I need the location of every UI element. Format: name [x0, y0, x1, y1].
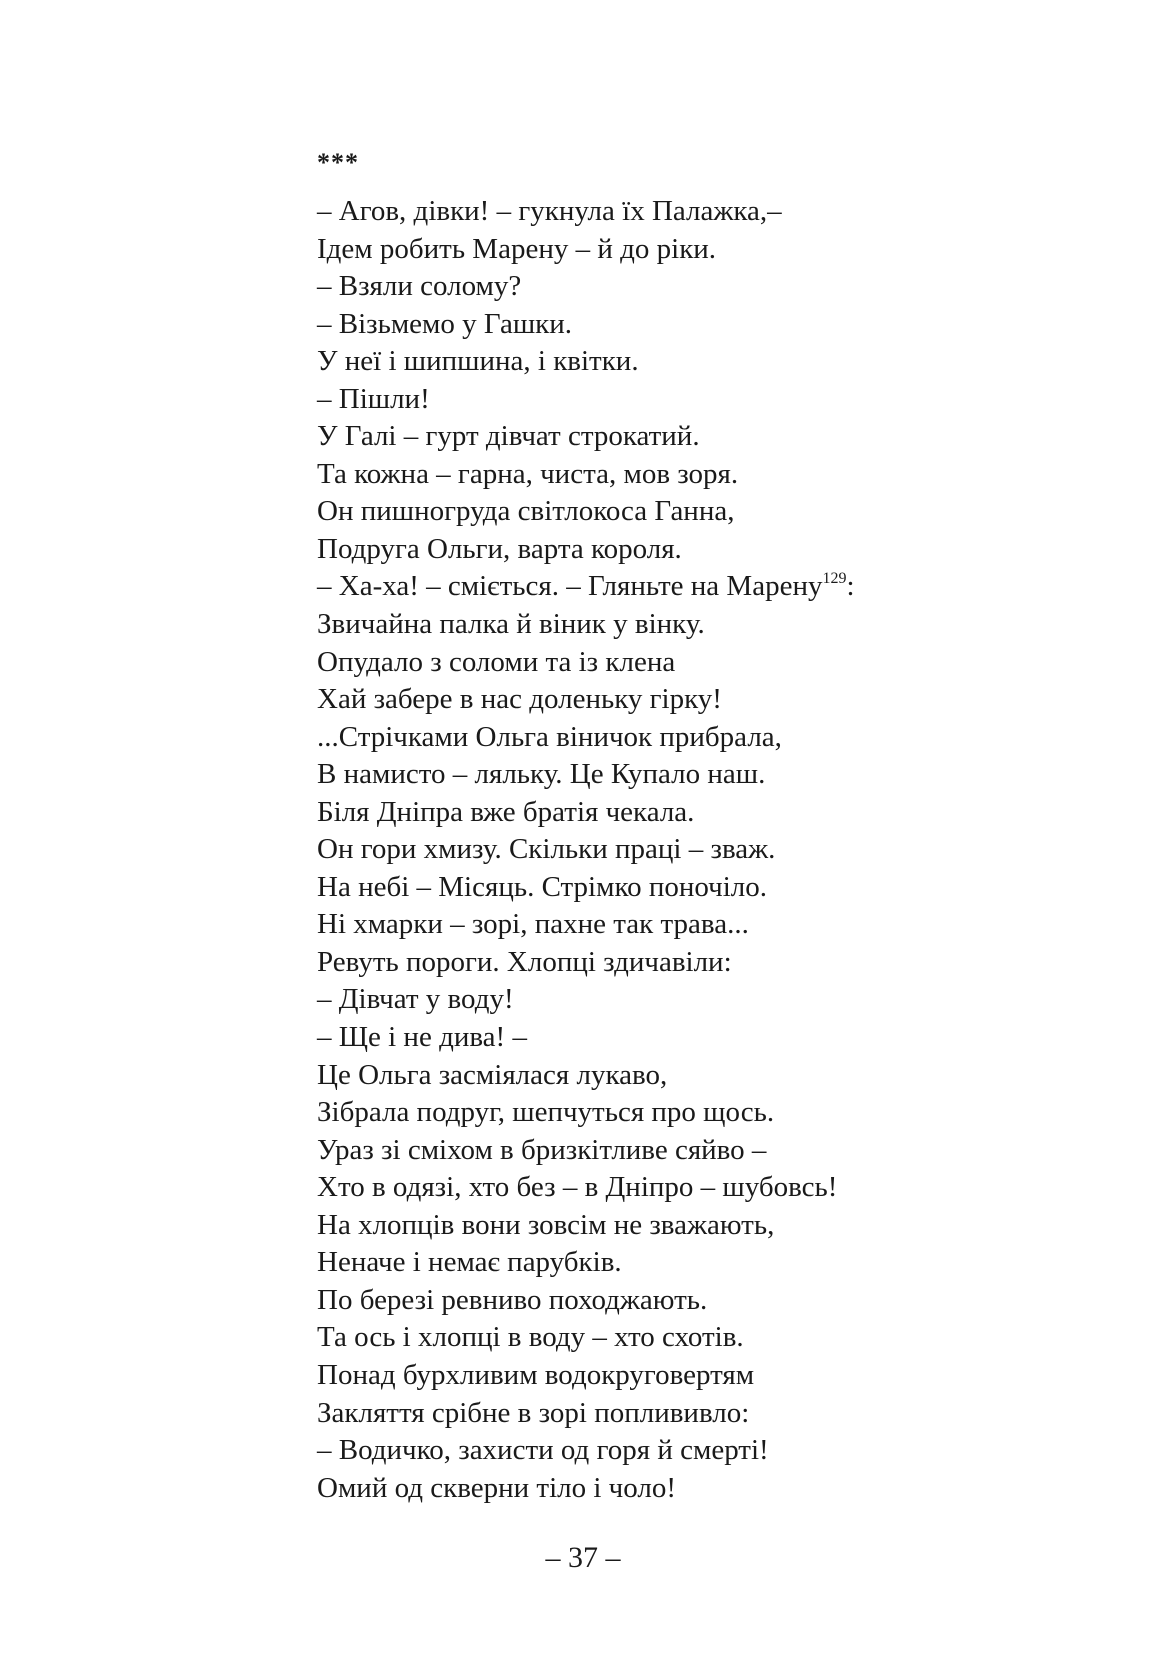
poem-line: Опудало з соломи та із клена — [317, 645, 676, 678]
poem-line: У Галі – гурт дівчат строкатий. — [317, 420, 700, 453]
poem-line: Он гори хмизу. Скільки праці – зваж. — [317, 833, 776, 866]
poem-line: Та кожна – гарна, чиста, мов зоря. — [317, 457, 739, 490]
poem-line: Ні хмарки – зорі, пахне так трава... — [317, 908, 749, 941]
poem-line: Зібрала подруг, шепчуться про щось. — [317, 1096, 775, 1129]
poem-line: – Взяли солому? — [317, 270, 522, 303]
poem-line: У неї і шипшина, і квітки. — [317, 345, 639, 378]
poem-line: Он пишногруда світлокоса Ганна, — [317, 495, 735, 528]
poem-line: Ідем робить Марену – й до ріки. — [317, 232, 717, 265]
poem-line: – Дівчат у воду! — [317, 983, 514, 1016]
poem-line: Звичайна палка й віник у вінку. — [317, 608, 705, 641]
poem-line: – Ще і не дива! – — [317, 1021, 527, 1054]
footnote-reference[interactable]: 129 — [822, 570, 847, 588]
poem-line: Хто в одязі, хто без – в Дніпро – шубовсь! — [317, 1171, 838, 1204]
footnote-trailing-punctuation: : — [846, 570, 855, 603]
poem-line: Подруга Ольги, варта короля. — [317, 532, 682, 565]
poem-line: Закляття срібне в зорі поплививло: — [317, 1396, 750, 1429]
poem-line-with-footnote — [317, 568, 1077, 606]
page-number: – 37 – — [545, 1541, 621, 1574]
poem-line: Понад бурхливим водокруговертям — [317, 1358, 755, 1391]
poem-text — [317, 193, 1077, 1507]
poem-line: Це Ольга засміялася лукаво, — [317, 1058, 668, 1091]
poem-line: Ураз зі сміхом в бризкітливе сяйво – — [317, 1133, 767, 1166]
section-separator: *** — [317, 148, 359, 177]
poem-line: Ревуть пороги. Хлопці здичавіли: — [317, 945, 732, 978]
poem-line: Та ось і хлопці в воду – хто схотів. — [317, 1321, 744, 1354]
poem-line: Омий од скверни тіло і чоло! — [317, 1471, 676, 1504]
poem-line: На хлопців вони зовсім не зважають, — [317, 1208, 775, 1241]
poem-line: В намисто – ляльку. Це Купало наш. — [317, 758, 766, 791]
poem-line: Хай забере в нас доленьку гірку! — [317, 683, 722, 716]
poem-line: По березі ревниво походжають. — [317, 1283, 708, 1316]
poem-line: – Агов, дівки! – гукнула їх Палажка,– — [317, 195, 782, 227]
poem-line: Біля Дніпра вже братія чекала. — [317, 795, 695, 828]
poem-line: Неначе і немає парубків. — [317, 1246, 622, 1279]
poem-line: ...Стрічками Ольга віничок прибрала, — [317, 720, 782, 753]
poem-line-text: – Ха-ха! – сміється. – Гляньте на Марену — [317, 570, 823, 603]
poem-line: – Візьмемо у Гашки. — [317, 307, 573, 340]
poem-line: На небі – Місяць. Стрімко поночіло. — [317, 870, 767, 903]
poem-line: – Водичко, захисти од горя й смерті! — [317, 1434, 769, 1467]
poem-line: – Пішли! — [317, 382, 430, 415]
